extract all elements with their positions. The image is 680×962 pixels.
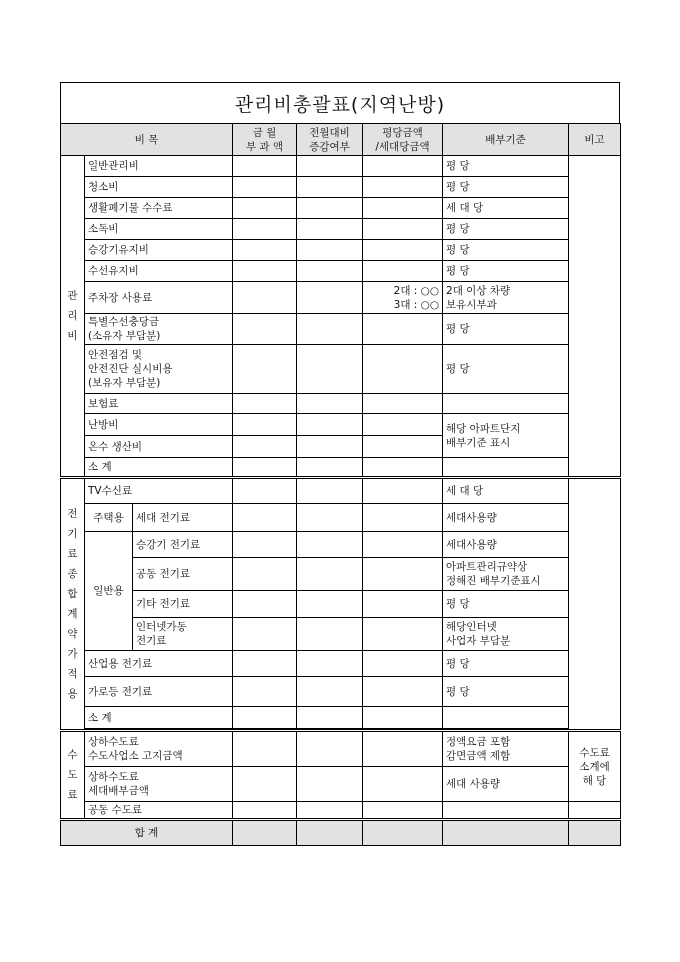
row-basis: 세대사용량: [443, 504, 569, 532]
row-basis: 평 당: [443, 591, 569, 618]
section-label-water: 수도료: [61, 731, 85, 820]
table-row: [61, 558, 621, 591]
row-label: 공동 수도료: [85, 802, 233, 820]
table-row: [61, 198, 621, 219]
table-row: [61, 177, 621, 198]
table-row: [61, 156, 621, 177]
table-row: [61, 618, 621, 651]
row-label: 상하수도료 세대배부금액: [85, 767, 233, 802]
header-row: [61, 124, 621, 156]
summary-document: [60, 82, 620, 846]
row-basis: 정액요금 포함 감면금액 제함: [443, 731, 569, 767]
table-row: [61, 414, 621, 436]
note-cell: [569, 478, 621, 731]
row-label: 승강기유지비: [85, 240, 233, 261]
row-label: 가로등 전기료: [85, 677, 233, 707]
row-basis: 평 당: [443, 677, 569, 707]
row-label: 난방비: [85, 414, 233, 436]
table-row: [61, 394, 621, 414]
row-basis: 평 당: [443, 177, 569, 198]
water-note: 수도료 소계에 해 당: [569, 731, 621, 802]
fee-table: [60, 123, 621, 846]
row-label: 산업용 전기료: [85, 651, 233, 677]
row-label: 승강기 전기료: [133, 532, 233, 558]
row-label: TV수신료: [85, 478, 233, 504]
section-label-elec: 전기료 종합계약가 적용: [61, 478, 85, 731]
table-row: [61, 802, 621, 820]
header-per-area: 평당금액 /세대당금액: [363, 124, 443, 156]
table-row: [61, 240, 621, 261]
row-label: 세대 전기료: [133, 504, 233, 532]
row-label: 수선유지비: [85, 261, 233, 282]
header-basis: 배부기준: [443, 124, 569, 156]
row-label: 청소비: [85, 177, 233, 198]
row-per-area: 2대 : ○○ 3대 : ○○: [363, 282, 443, 314]
row-group: 일반용: [85, 532, 133, 651]
row-label: 인터넷가동 전기료: [133, 618, 233, 651]
row-basis: 평 당: [443, 651, 569, 677]
row-basis: 2대 이상 차량 보유시부과: [443, 282, 569, 314]
row-basis: 해당 아파트단지 배부기준 표시: [443, 414, 569, 458]
row-basis: 평 당: [443, 219, 569, 240]
header-item: 비 목: [61, 124, 233, 156]
header-note: 비고: [569, 124, 621, 156]
row-basis: 평 당: [443, 156, 569, 177]
table-row: [61, 478, 621, 504]
header-amount: 금 월 부 과 액: [233, 124, 297, 156]
table-row: [61, 261, 621, 282]
row-basis: 평 당: [443, 261, 569, 282]
row-label: 소 계: [85, 458, 233, 478]
row-basis: 세 대 당: [443, 198, 569, 219]
table-row: [61, 651, 621, 677]
note-cell: [569, 156, 621, 478]
row-label: 상하수도료 수도사업소 고지금액: [85, 731, 233, 767]
row-label: 보험료: [85, 394, 233, 414]
row-basis: 세 대 당: [443, 478, 569, 504]
row-label: 생활폐기물 수수료: [85, 198, 233, 219]
table-row: [61, 677, 621, 707]
table-row: [61, 219, 621, 240]
row-label: 소 계: [85, 707, 233, 729]
table-row: [61, 591, 621, 618]
row-basis: 평 당: [443, 240, 569, 261]
row-basis: 평 당: [443, 345, 569, 394]
subtotal-row: [61, 458, 621, 478]
row-label: 소독비: [85, 219, 233, 240]
row-label: 안전점검 및 안전진단 실시비용 (보유자 부담분): [85, 345, 233, 394]
section-label-mgmt: 관리비: [61, 156, 85, 478]
row-label: 특별수선충당금 (소유자 부담분): [85, 314, 233, 345]
table-row: [61, 767, 621, 802]
table-row: [61, 282, 621, 314]
row-basis: 세대 사용량: [443, 767, 569, 802]
row-label: 공동 전기료: [133, 558, 233, 591]
table-row: [61, 731, 621, 767]
total-row: [61, 820, 621, 846]
row-basis: 세대사용량: [443, 532, 569, 558]
document-title: 관리비총괄표(지역난방): [60, 82, 620, 123]
row-label: 온수 생산비: [85, 436, 233, 458]
row-group: 주택용: [85, 504, 133, 532]
table-row: [61, 504, 621, 532]
row-basis: 아파트관리규약상 정해진 배부기준표시: [443, 558, 569, 591]
table-row: [61, 345, 621, 394]
row-label: 주차장 사용료: [85, 282, 233, 314]
row-basis: 평 당: [443, 314, 569, 345]
row-label: 일반관리비: [85, 156, 233, 177]
row-basis: 해당인터넷 사업자 부담분: [443, 618, 569, 651]
total-label: 합 계: [61, 820, 233, 846]
table-row: [61, 532, 621, 558]
subtotal-row: [61, 707, 621, 729]
row-label: 기타 전기료: [133, 591, 233, 618]
header-change: 전월대비 증감여부: [297, 124, 363, 156]
table-row: [61, 314, 621, 345]
